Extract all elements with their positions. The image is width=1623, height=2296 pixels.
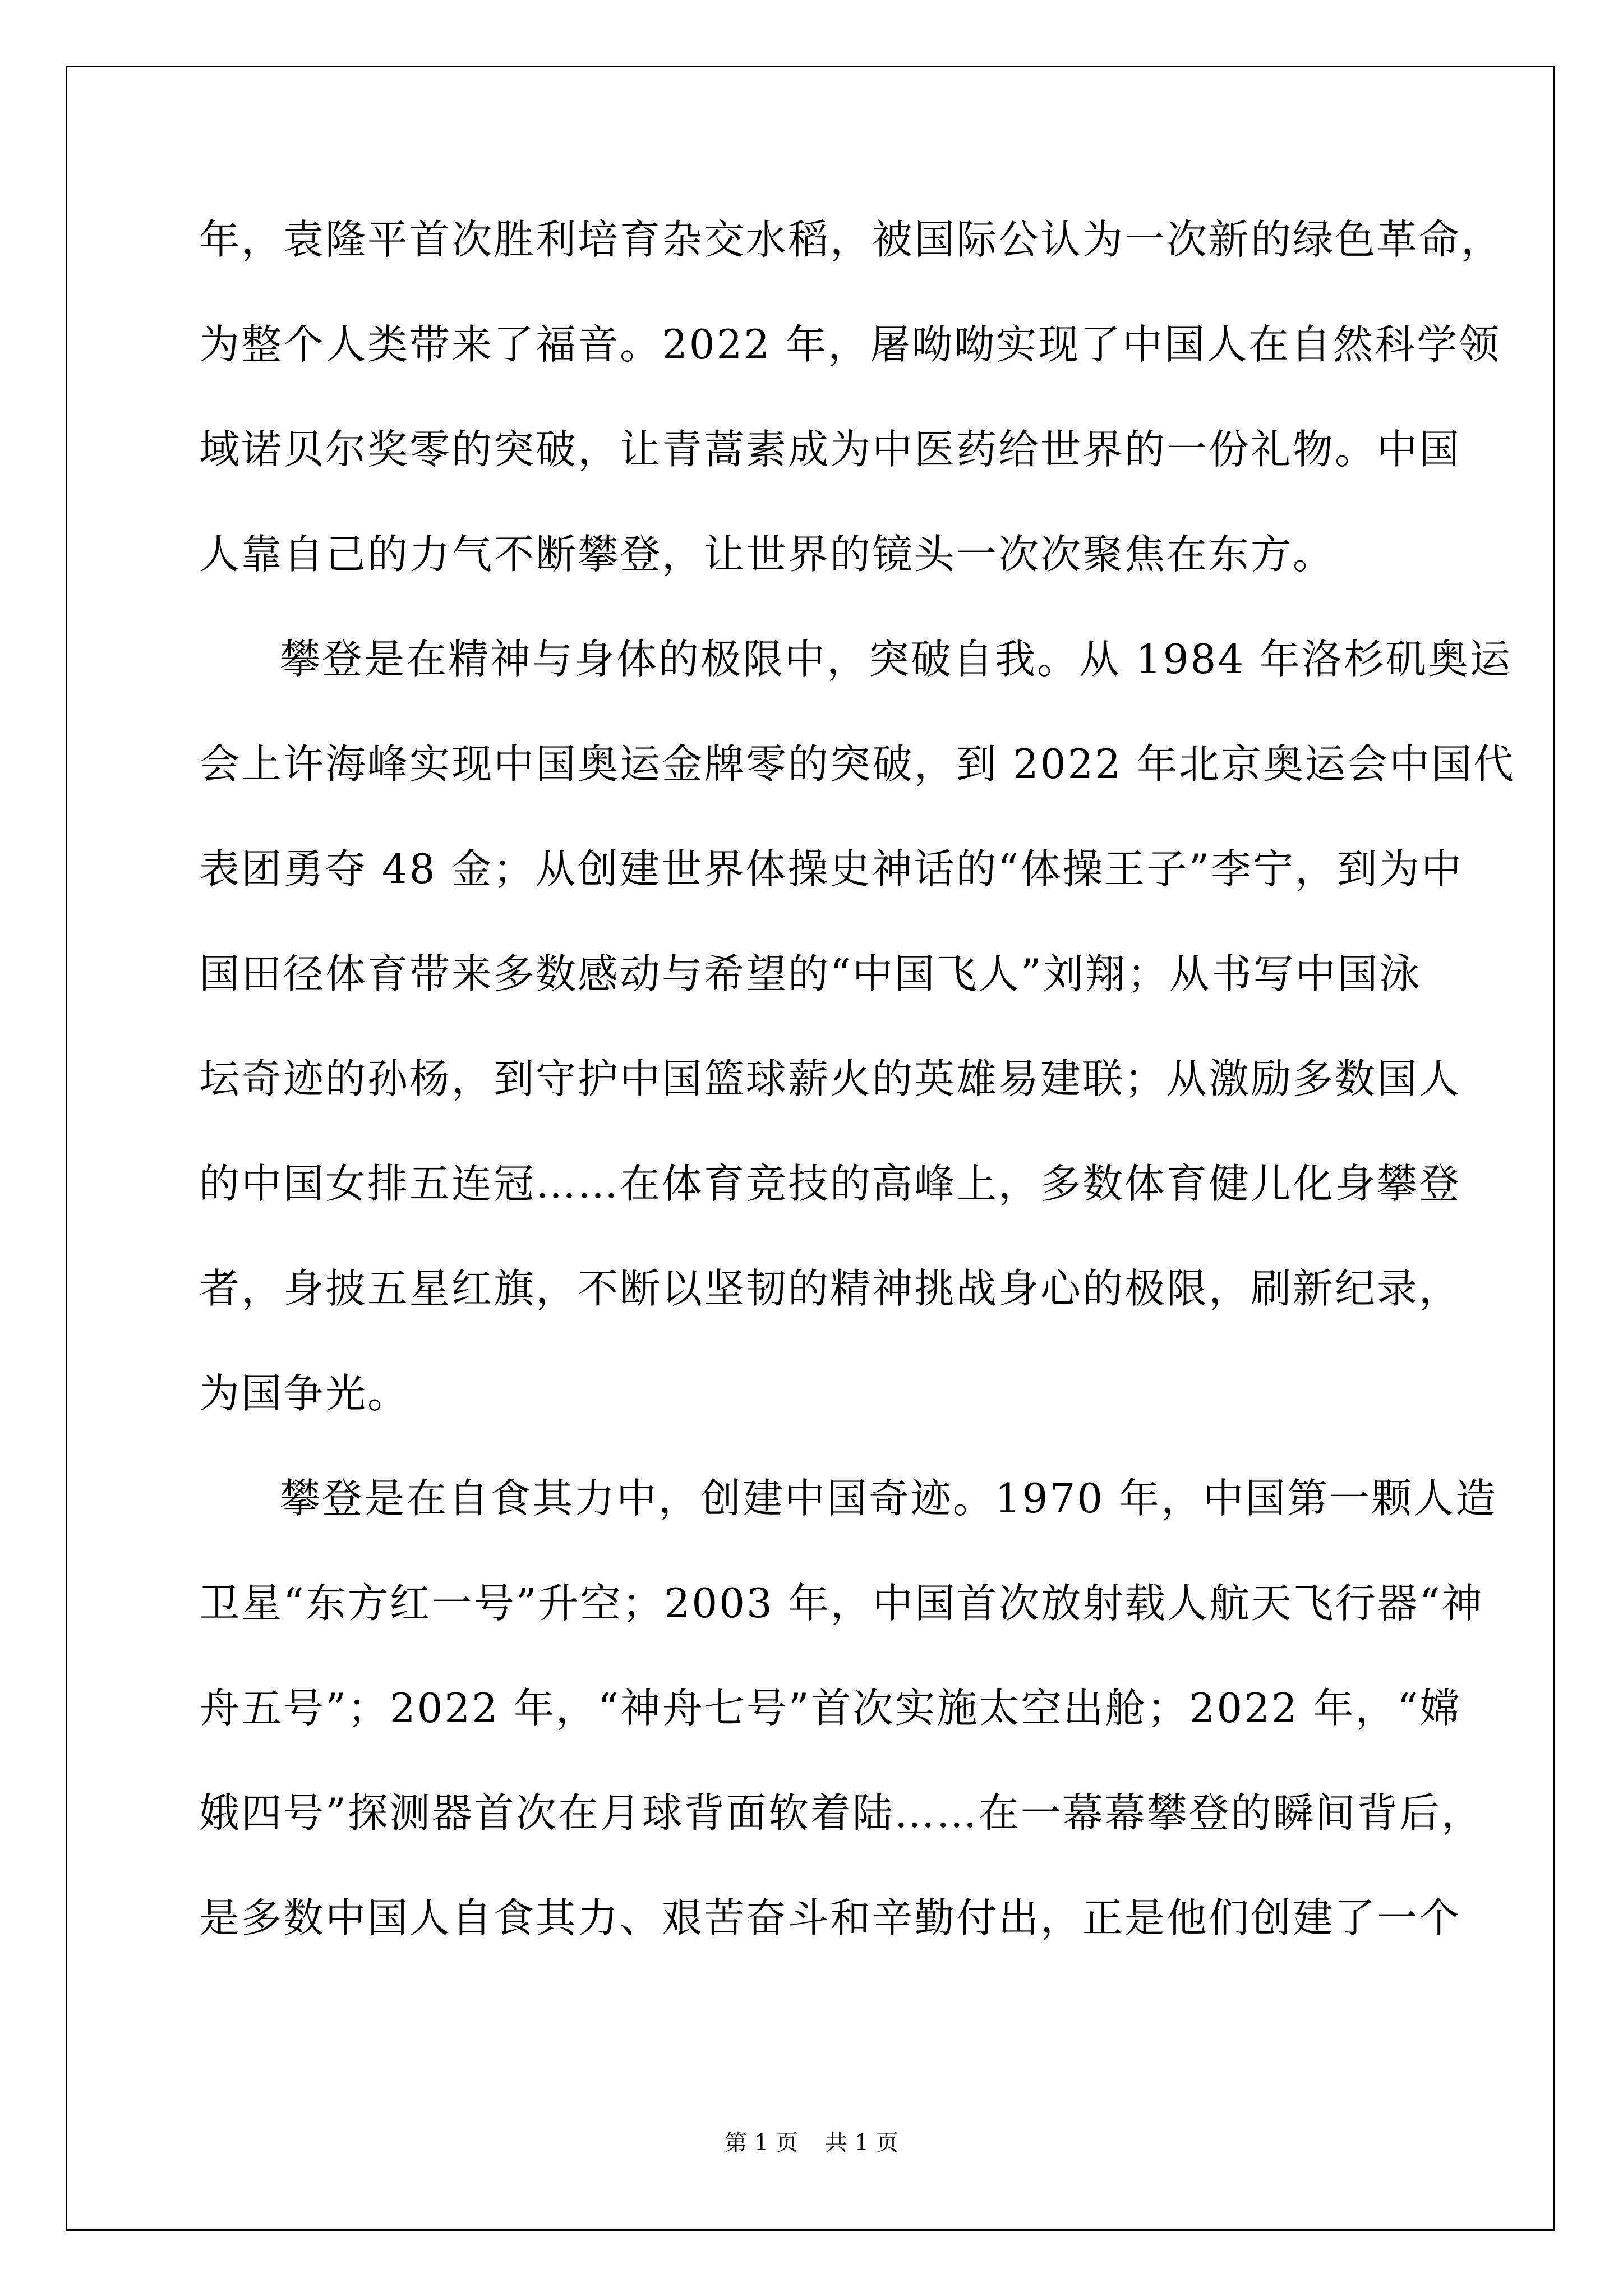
text-line: 是多数中国人自食其力、艰苦奋斗和辛勤付出，正是他们创建了一个 [199,1894,1461,1941]
text-line: 舟五号”；2022 年，“神舟七号”首次实施太空出舱；2022 年，“嫦 [199,1685,1462,1732]
text-line: 为国争光。 [199,1370,410,1417]
text-line: 会上许海峰实现中国奥运金牌零的突破，到 2022 年北京奥运会中国代 [199,740,1516,788]
text-line: 的中国女排五连冠……在体育竞技的高峰上，多数体育健儿化身攀登 [199,1160,1461,1207]
page-number: 第 1 页 [725,2130,798,2156]
text-line: 表团勇夺 48 金；从创建世界体操史神话的“体操王子”李宁，到为中 [199,845,1464,892]
text-line: 年，袁隆平首次胜利培育杂交水稻，被国际公认为一次新的绿色革命， [199,216,1504,263]
text-line: 者，身披五星红旗，不断以坚韧的精神挑战身心的极限，刷新纪录， [199,1265,1461,1312]
text-line: 为整个人类带来了福音。2022 年，屠呦呦实现了中国人在自然科学领 [199,321,1501,368]
page-footer [0,2126,1623,2160]
page-total: 共 1 页 [825,2130,898,2156]
paragraph-first-line: 攀登是在自食其力中，创建中国奇迹。1970 年，中国第一颗人造 [280,1475,1498,1522]
paragraph-first-line: 攀登是在精神与身体的极限中，突破自我。从 1984 年洛杉矶奥运 [280,636,1513,683]
text-line: 国田径体育带来多数感动与希望的“中国飞人”刘翔；从书写中国泳 [199,950,1422,997]
text-line: 娥四号”探测器首次在月球背面软着陆……在一幕幕攀登的瞬间背后， [199,1789,1483,1837]
text-line: 卫星“东方红一号”升空；2003 年，中国首次放射载人航天飞行器“神 [199,1580,1484,1627]
text-line: 人靠自己的力气不断攀登，让世界的镜头一次次聚焦在东方。 [199,531,1335,578]
text-line: 域诺贝尔奖零的突破，让青蒿素成为中医药给世界的一份礼物。中国 [199,426,1461,473]
text-line: 坛奇迹的孙杨，到守护中国篮球薪火的英雄易建联；从激励多数国人 [199,1055,1461,1102]
